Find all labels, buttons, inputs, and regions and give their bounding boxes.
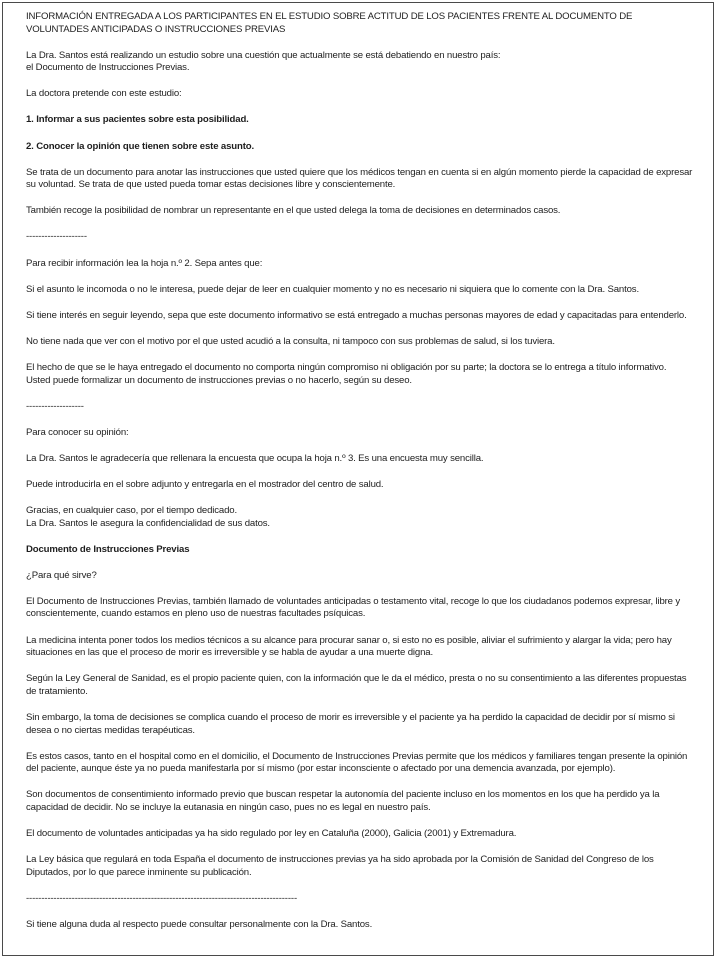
opinion-point-1: La Dra. Santos le agradecería que rellenara la encuesta que ocupa la hoja n.º 3. Es una encuesta muy sencilla.: [26, 452, 484, 464]
body-paragraph-3: Según la Ley General de Sanidad, es el propio paciente quien, con la información que le da el médico, presta o no su consentimiento a las diferentes propuestas de tratamiento.: [26, 673, 687, 697]
section-question: ¿Para qué sirve?: [26, 569, 97, 581]
body-paragraph-1: El Documento de Instrucciones Previas, también llamado de voluntades anticipadas o testamento vital, recoge lo que los ciudadanos podemos expresar, libre y conscientemente, cuando estamos en pleno uso de nuestras facultades psíquicas.: [26, 595, 681, 620]
info-intro: Para recibir información lea la hoja n.º 2. Sepa antes que:: [26, 257, 263, 269]
section-heading: Documento de Instrucciones Previas: [26, 543, 190, 555]
goal-1: 1. Informar a sus pacientes sobre esta posibilidad.: [26, 114, 249, 126]
document-description: Se trata de un documento para anotar las instrucciones que usted quiere que los médicos tengan en cuenta si en algún momento pierde la capacidad de expresar su voluntad. Se trata de que usted pueda tomar estas decisiones libre y conscientemente.: [26, 166, 693, 191]
info-point-1: Si el asunto le incomoda o no le interesa, puede dejar de leer en cualquier momento y no es necesario ni siquiera que lo comente con la Dra. Santos.: [26, 283, 639, 295]
goal-2: 2. Conocer la opinión que tienen sobre este asunto.: [26, 140, 254, 152]
intro-line-1: La Dra. Santos está realizando un estudio sobre una cuestión que actualmente se está debatiendo en nuestro país:: [26, 49, 501, 61]
body-paragraph-2: La medicina intenta poner todos los medios técnicos a su alcance para procurar sanar o, si esto no es posible, aliviar el sufrimiento y alargar la vida; pero hay situaciones en las que el proceso de morir es irreversible y se habla de ayudar a una muerte digna.: [26, 634, 672, 659]
separator-1: --------------------: [26, 231, 87, 243]
document-page: [2, 2, 714, 956]
body-paragraph-6: Son documentos de consentimiento informado previo que buscan respetar la autonomía del paciente incluso en los momentos en los que ha perdido ya la capacidad de decidir. No se incluye la eutanasia en ningún caso, pues no es legal en nuestro país.: [26, 789, 660, 813]
separator-2: -------------------: [26, 400, 84, 412]
info-point-3: No tiene nada que ver con el motivo por el que usted acudió a la consulta, ni tampoco con sus problemas de salud, si los tuviera.: [26, 335, 555, 347]
opinion-point-2: Puede introducirla en el sobre adjunto y entregarla en el mostrador del centro de salud.: [26, 478, 384, 490]
separator-3: -----------------------------------------------------------------------------------------: [26, 892, 297, 904]
body-paragraph-8: La Ley básica que regulará en toda España el documento de instrucciones previas ya ha sido aprobada por la Comisión de Sanidad del Congreso de los Diputados, por lo que parece inminente su publicación.: [26, 854, 654, 878]
info-point-2: Si tiene interés en seguir leyendo, sepa que este documento informativo se está entregado a muchas personas mayores de edad y capacitadas para entenderlo.: [26, 309, 687, 321]
document-title: INFORMACIÓN ENTREGADA A LOS PARTICIPANTES EN EL ESTUDIO SOBRE ACTITUD DE LOS PACIENTES FRENTE AL DOCUMENTO DE VOLUNTADES ANTICIPADAS O INSTRUCCIONES PREVIAS: [26, 11, 633, 35]
intro-purpose: La doctora pretende con este estudio:: [26, 88, 182, 100]
info-point-4: El hecho de que se le haya entregado el documento no comporta ningún compromiso ni obligación por su parte; la doctora se lo entrega a título informativo. Usted puede formalizar un documento de instrucciones previas o no hacerlo, según su deseo.: [26, 361, 667, 386]
body-paragraph-4: Sin embargo, la toma de decisiones se complica cuando el proceso de morir es irreversible y el paciente ya ha perdido la capacidad de decidir por sí mismo si desea o no ciertas medidas terapéuticas.: [26, 711, 675, 736]
opinion-intro: Para conocer su opinión:: [26, 426, 129, 438]
intro-paragraph: [26, 50, 693, 75]
intro-line-2: el Documento de Instrucciones Previas.: [26, 62, 190, 74]
body-paragraph-5: Es estos casos, tanto en el hospital como en el domicilio, el Documento de Instrucciones Previas permite que los médicos y familiares tengan presente la opinión del paciente, aunque éste ya no pueda manifestarla por sí mismo (por estar inconsciente o afectado por una demencia avanzada, por ejemplo).: [26, 750, 688, 775]
representative-description: También recoge la posibilidad de nombrar un representante en el que usted delega la toma de decisiones en determinados casos.: [26, 205, 561, 217]
closing-paragraph: Si tiene alguna duda al respecto puede consultar personalmente con la Dra. Santos.: [26, 918, 373, 930]
thanks-line-2: La Dra. Santos le asegura la confidencialidad de sus datos.: [26, 517, 270, 529]
body-paragraph-7: El documento de voluntades anticipadas ya ha sido regulado por ley en Cataluña (2000), Galicia (2001) y Extremadura.: [26, 827, 517, 839]
thanks-line-1: Gracias, en cualquier caso, por el tiempo dedicado.: [26, 504, 237, 516]
thanks-paragraph: [26, 505, 693, 530]
